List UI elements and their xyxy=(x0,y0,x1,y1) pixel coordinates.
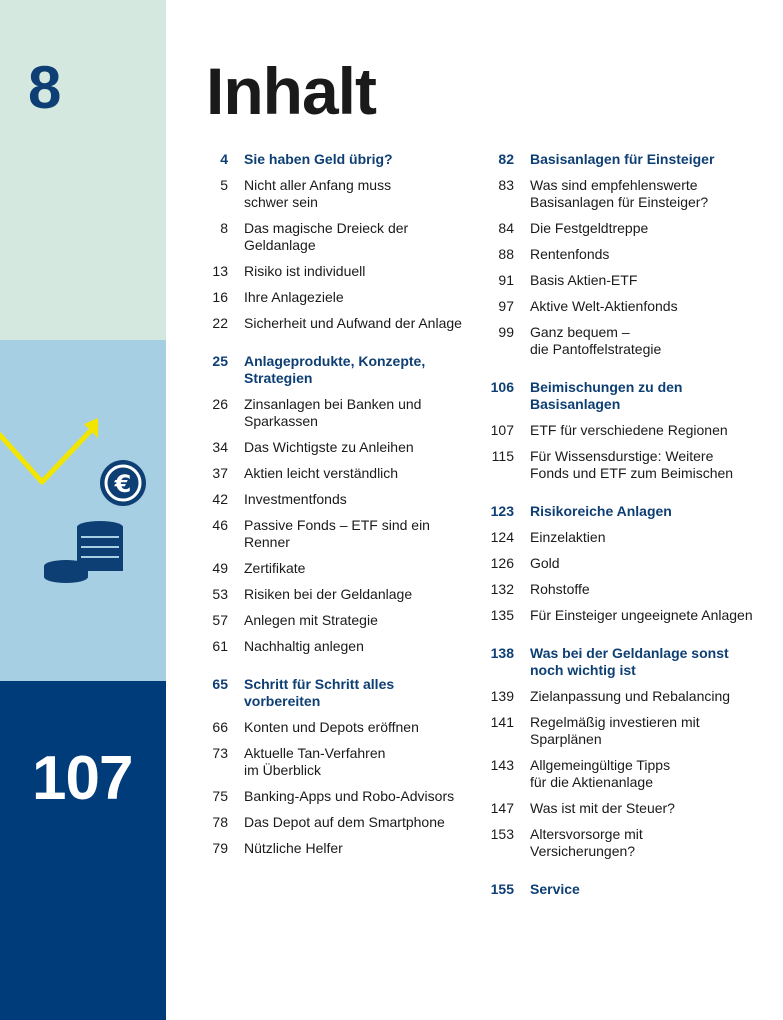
toc-page-number: 53 xyxy=(212,586,228,602)
toc-entry-title: Rentenfonds xyxy=(530,246,610,262)
toc-entry xyxy=(482,555,778,572)
toc-entry xyxy=(482,607,778,624)
toc-page-number: 57 xyxy=(212,612,228,628)
toc-page-number: 4 xyxy=(220,151,228,167)
toc-section-heading xyxy=(196,353,472,387)
toc-page-number: 97 xyxy=(498,298,514,314)
toc-page-number: 42 xyxy=(212,491,228,507)
toc-entry-title: Risiko ist individuell xyxy=(244,263,366,279)
toc-entry xyxy=(482,826,778,860)
toc-entry-title: Das Depot auf dem Smartphone xyxy=(244,814,445,830)
toc-entry-title: Schritt für Schritt alles vorbereiten xyxy=(244,676,395,709)
toc-entry xyxy=(196,263,472,280)
toc-entry-title: Sie haben Geld übrig? xyxy=(244,151,393,167)
sidebar-band-bottom xyxy=(0,681,166,1020)
toc-entry-title: Das magische Dreieck der Geldanlage xyxy=(244,220,409,253)
toc-entry-title: Sicherheit und Aufwand der Anlage xyxy=(244,315,462,331)
toc-entry-title: Ihre Anlageziele xyxy=(244,289,344,305)
toc-entry xyxy=(482,448,778,482)
toc-entry-title: Zertifikate xyxy=(244,560,306,576)
toc-page-number: 84 xyxy=(498,220,514,236)
toc-page-number: 73 xyxy=(212,745,228,761)
toc-entry-title: Anlageprodukte, Konzepte, Strategien xyxy=(244,353,426,386)
toc-page-number: 153 xyxy=(490,826,514,842)
toc-entry xyxy=(196,465,472,482)
toc-page-number: 34 xyxy=(212,439,228,455)
toc-entry-title: Investmentfonds xyxy=(244,491,347,507)
toc-entry xyxy=(196,220,472,254)
toc-entry-title: Beimischungen zu den Basisanlagen xyxy=(530,379,683,412)
trend-arrow-icon xyxy=(0,425,96,482)
chapter-number-bottom: 107 xyxy=(32,744,133,813)
toc-page-number: 91 xyxy=(498,272,514,288)
toc-entry-title: Altersvorsorge mit Versicherungen? xyxy=(530,826,643,859)
toc-page-number: 139 xyxy=(490,688,514,704)
toc-entry-title: Was bei der Geldanlage sonst noch wichtig ist xyxy=(530,645,729,678)
toc-entry-title: Aktive Welt-Aktienfonds xyxy=(530,298,678,314)
toc-page-number: 37 xyxy=(212,465,228,481)
toc-entry xyxy=(482,800,778,817)
toc-page-number: 83 xyxy=(498,177,514,193)
toc-entry xyxy=(196,612,472,629)
toc-entry-title: Basis Aktien-ETF xyxy=(530,272,638,288)
toc-page-number: 132 xyxy=(490,581,514,597)
toc-page-number: 124 xyxy=(490,529,514,545)
toc-page-number: 88 xyxy=(498,246,514,262)
toc-entry-title: Nützliche Helfer xyxy=(244,840,343,856)
sidebar-band-top xyxy=(0,0,166,340)
toc-page-number: 16 xyxy=(212,289,228,305)
toc-page-number: 25 xyxy=(212,353,228,369)
toc-entry-title: Für Einsteiger ungeeignete Anlagen xyxy=(530,607,753,623)
toc-entry xyxy=(482,688,778,705)
toc-entry xyxy=(196,840,472,857)
toc-entry-title: Gold xyxy=(530,555,560,571)
toc-column-left xyxy=(196,151,472,866)
toc-section-heading xyxy=(482,379,778,413)
euro-coin-icon xyxy=(100,460,146,506)
toc-entry-title: Einzelaktien xyxy=(530,529,606,545)
toc-entry xyxy=(196,289,472,306)
chapter-number-top: 8 xyxy=(28,54,62,121)
toc-page-number: 143 xyxy=(490,757,514,773)
toc-page-number: 126 xyxy=(490,555,514,571)
toc-page-number: 61 xyxy=(212,638,228,654)
toc-entry xyxy=(196,517,472,551)
toc-page-number: 106 xyxy=(490,379,514,395)
toc-page-number: 141 xyxy=(490,714,514,730)
toc-page-number: 138 xyxy=(490,645,514,661)
toc-page-number: 79 xyxy=(212,840,228,856)
toc-entry xyxy=(482,272,778,289)
toc-entry-title: Allgemeingültige Tipps für die Aktienanlage xyxy=(530,757,671,790)
toc-section-heading xyxy=(482,503,778,520)
toc-entry-title: Konten und Depots eröffnen xyxy=(244,719,419,735)
toc-entry-title: Nicht aller Anfang muss schwer sein xyxy=(244,177,392,210)
toc-page-number: 8 xyxy=(220,220,228,236)
toc-page-number: 26 xyxy=(212,396,228,412)
toc-entry xyxy=(196,719,472,736)
toc-section-heading xyxy=(196,151,472,168)
toc-page-number: 66 xyxy=(212,719,228,735)
page-title: Inhalt xyxy=(206,54,376,128)
toc-entry-title: Die Festgeldtreppe xyxy=(530,220,649,236)
toc-entry-title: Anlegen mit Strategie xyxy=(244,612,378,628)
toc-page-number: 75 xyxy=(212,788,228,804)
toc-entry-title: Was sind empfehlenswerte Basisanlagen für Einsteiger? xyxy=(530,177,709,210)
toc-page-number: 155 xyxy=(490,881,514,897)
toc-page-number: 5 xyxy=(220,177,228,193)
toc-entry xyxy=(482,422,778,439)
toc-entry xyxy=(196,439,472,456)
toc-entry-title: Risiken bei der Geldanlage xyxy=(244,586,413,602)
toc-page-number: 147 xyxy=(490,800,514,816)
toc-entry-title: Zinsanlagen bei Banken und Sparkassen xyxy=(244,396,422,429)
toc-section-heading xyxy=(482,645,778,679)
toc-entry xyxy=(482,529,778,546)
toc-entry xyxy=(196,177,472,211)
toc-entry-title: Service xyxy=(530,881,580,897)
toc-page-number: 13 xyxy=(212,263,228,279)
toc-page-number: 65 xyxy=(212,676,228,692)
toc-page-number: 82 xyxy=(498,151,514,167)
toc-entry-title: Aktien leicht verständlich xyxy=(244,465,399,481)
toc-entry-title: Passive Fonds – ETF sind ein Renner xyxy=(244,517,430,550)
toc-page-number: 115 xyxy=(491,448,514,464)
toc-section-heading xyxy=(482,151,778,168)
toc-entry xyxy=(196,788,472,805)
toc-page-number: 78 xyxy=(212,814,228,830)
svg-text:€: € xyxy=(114,470,132,498)
toc-entry-title: Nachhaltig anlegen xyxy=(244,638,364,654)
toc-entry xyxy=(482,177,778,211)
toc-entry-title: Zielanpassung und Rebalancing xyxy=(530,688,731,704)
toc-entry xyxy=(482,714,778,748)
toc-entry xyxy=(482,581,778,598)
toc-entry-title: Basisanlagen für Einsteiger xyxy=(530,151,715,167)
toc-page-number: 135 xyxy=(490,607,514,623)
toc-entry xyxy=(196,396,472,430)
toc-entry-title: Rohstoffe xyxy=(530,581,590,597)
toc-section-heading xyxy=(482,881,778,898)
toc-entry-title: Aktuelle Tan-Verfahren im Überblick xyxy=(244,745,386,778)
finance-illustration xyxy=(0,400,166,600)
coin-stack-icon xyxy=(44,521,123,583)
toc-entry xyxy=(482,324,778,358)
toc-entry xyxy=(482,298,778,315)
toc-page-number: 22 xyxy=(212,315,228,331)
toc-entry-title: Für Wissensdurstige: Weitere Fonds und ETF zum Beimischen xyxy=(530,448,734,481)
toc-entry-title: ETF für verschiedene Regionen xyxy=(530,422,728,438)
toc-entry xyxy=(482,757,778,791)
toc-entry xyxy=(196,315,472,332)
toc-entry xyxy=(196,560,472,577)
toc-entry xyxy=(196,586,472,603)
toc-page-number: 99 xyxy=(498,324,514,340)
toc-page-number: 107 xyxy=(490,422,514,438)
toc-entry xyxy=(482,220,778,237)
toc-entry-title: Regelmäßig investieren mit Sparplänen xyxy=(530,714,700,747)
toc-section-heading xyxy=(196,676,472,710)
toc-column-right xyxy=(482,151,778,907)
sidebar xyxy=(0,0,166,1020)
toc-entry-title: Das Wichtigste zu Anleihen xyxy=(244,439,414,455)
toc-page-number: 46 xyxy=(212,517,228,533)
toc-entry xyxy=(196,638,472,655)
toc-entry xyxy=(196,491,472,508)
toc-entry-title: Ganz bequem – die Pantoffelstrategie xyxy=(530,324,662,357)
toc-entry-title: Was ist mit der Steuer? xyxy=(530,800,675,816)
toc-entry xyxy=(196,814,472,831)
toc-page-number: 49 xyxy=(212,560,228,576)
toc-entry-title: Banking-Apps und Robo-Advisors xyxy=(244,788,455,804)
toc-entry xyxy=(482,246,778,263)
toc-page-number: 123 xyxy=(490,503,514,519)
toc-entry-title: Risikoreiche Anlagen xyxy=(530,503,672,519)
toc-entry xyxy=(196,745,472,779)
